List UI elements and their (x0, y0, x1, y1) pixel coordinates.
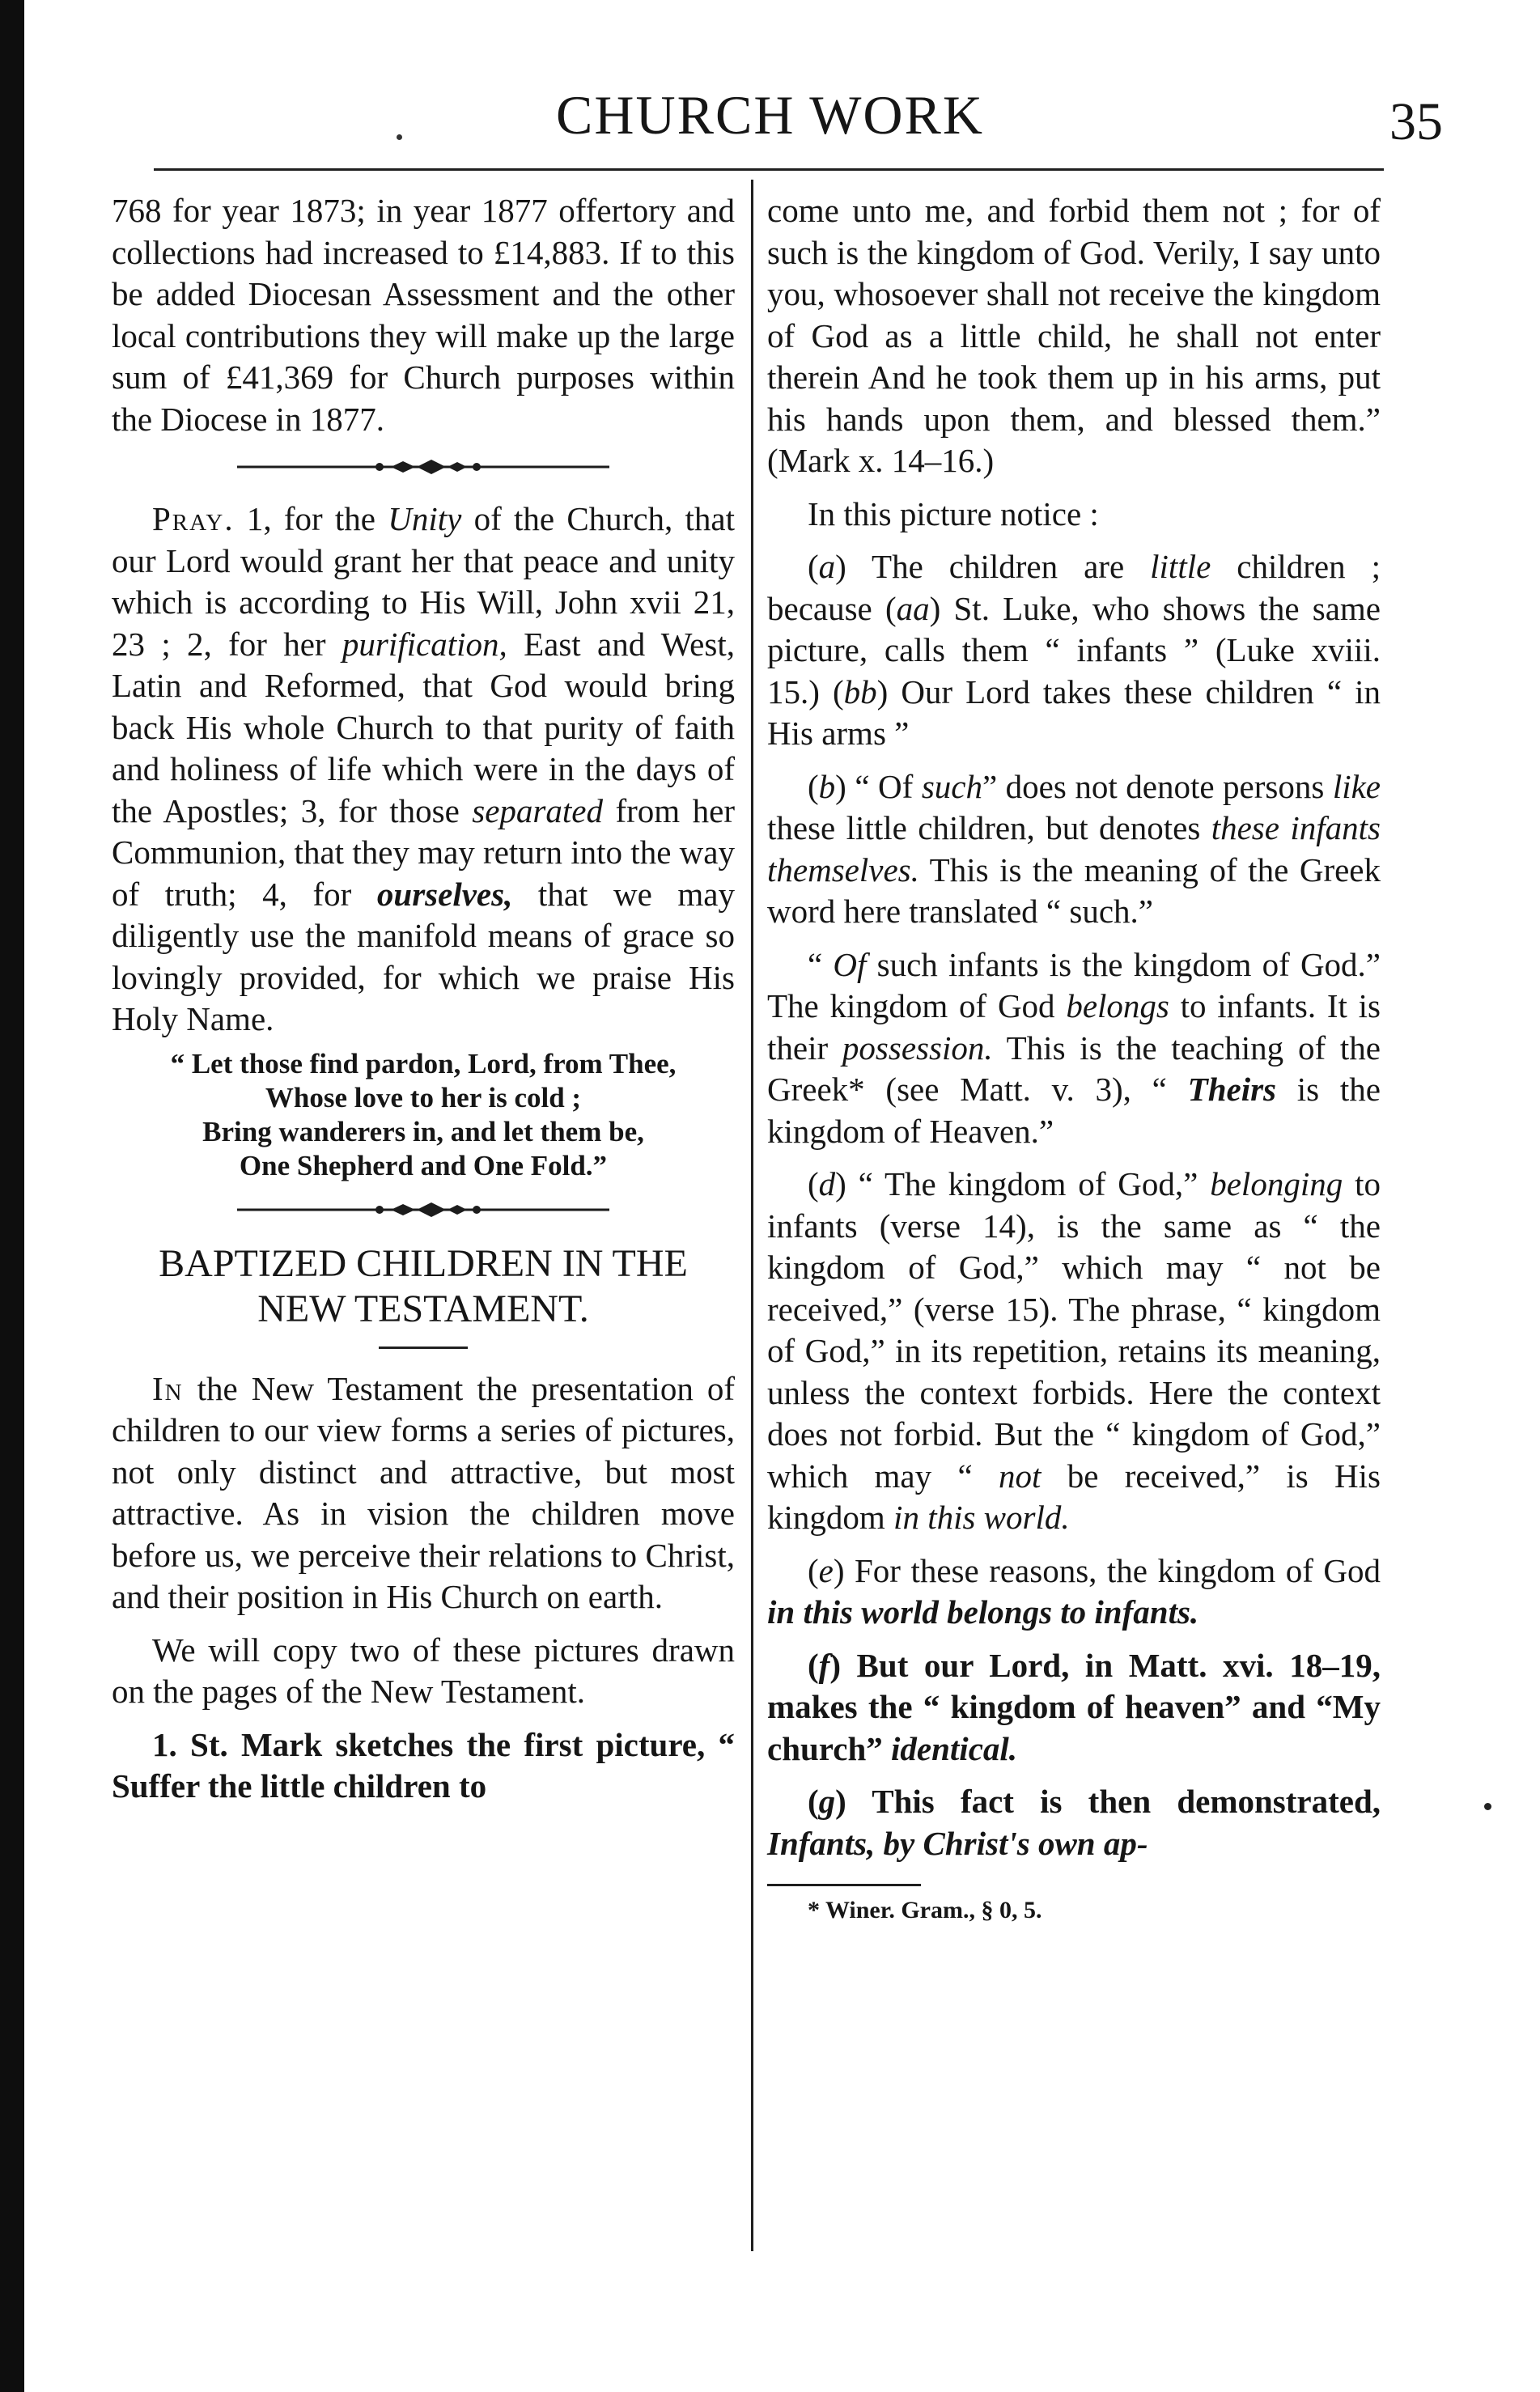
page-number: 35 (1389, 92, 1443, 151)
mark-paragraph: 1. St. Mark sketches the first picture, “ Suffer the little children to (112, 1725, 735, 1805)
point-text: ) “ The kingdom of God,” (835, 1165, 1211, 1202)
point-text: is the kingdom of Heaven.” (767, 1071, 1381, 1150)
point-emphasis: little (1150, 548, 1211, 585)
point-text: ) The children are (835, 548, 1151, 585)
point-text: ) But our Lord, in Matt. xvi. 18–19, makes the “ kingdom of heaven” and “My church” (767, 1646, 1381, 1767)
point-emphasis: possession. (842, 1028, 993, 1067)
point-text: be received,” is His kingdom (767, 1457, 1381, 1536)
prayer-text: 1, for the (234, 500, 388, 537)
point-text: ( (808, 1783, 819, 1820)
point-text: This is the teaching of the Greek* (see Matt. v. 3), “ (767, 1028, 1381, 1108)
point-text: ) Our Lord takes these children “ in His arms ” (767, 672, 1381, 752)
point-emphasis: not (998, 1457, 1042, 1495)
point-text: This is the meaning of the Greek word here translated “ such.” (767, 850, 1381, 930)
prayer-text: that we may diligently use the manifold means of grace so lovingly provided, for which we praise His Holy Name. (112, 875, 735, 1037)
point-e (767, 1550, 1381, 1634)
point-text: ( (808, 767, 819, 805)
ornament-divider (237, 458, 609, 476)
point-text: these little children, but denotes (767, 809, 1211, 846)
point-emphasis: Theirs (1187, 1071, 1277, 1108)
point-emphasis: f (818, 1646, 830, 1684)
point-emphasis: these infants themselves. (767, 809, 1381, 889)
point-a (767, 546, 1381, 755)
point-emphasis: aa (896, 589, 930, 627)
prayer-paragraph (112, 498, 735, 1041)
prayer-emphasis: ourselves, (376, 875, 513, 913)
prayer-text: of the Church, that our Lord would grant her that peace and unity which is according to His Will, John xvii 21, 23 ; 2, for her (112, 500, 735, 663)
point-text: ) “ Of (835, 767, 922, 805)
point-text: such infants is the kingdom of God.” The kingdom of God (767, 945, 1381, 1024)
drop-lead: In (152, 1369, 184, 1407)
point-b (767, 766, 1381, 933)
ornament-divider (237, 1201, 609, 1219)
point-text: ( (808, 548, 819, 585)
point-c (767, 944, 1381, 1153)
footnote: * Winer. Gram., § 0, 5. (808, 1897, 1042, 1923)
print-speck (1484, 1803, 1491, 1810)
notice-paragraph: In this picture notice : (808, 494, 1099, 532)
point-text: to infants. It is their (767, 987, 1381, 1067)
point-text: ) St. Luke, who shows the same picture, calls them “ infants ” (Luke xviii. 15.) ( (767, 589, 1381, 710)
point-emphasis: in this world. (893, 1499, 1070, 1536)
point-text: ) This fact is then demonstrated, (835, 1783, 1381, 1820)
point-emphasis: belongs (1066, 987, 1169, 1024)
point-text: ( (808, 1551, 819, 1589)
pray-label: Pray. (152, 500, 235, 537)
prayer-emphasis: separated (472, 791, 603, 829)
page-edge-bar (0, 0, 24, 2392)
point-emphasis: e (818, 1551, 834, 1589)
point-text: ) For these reasons, the kingdom of God (833, 1551, 1381, 1589)
point-emphasis: such (921, 767, 982, 805)
point-text: ( (808, 1646, 819, 1684)
point-emphasis: a (818, 548, 836, 585)
point-emphasis: Infants, by Christ's own ap- (767, 1824, 1148, 1862)
scripture-paragraph: come unto me, and forbid them not ; for of such is the kingdom of God. Verily, I say unto you, whosoever shall not receive the kingdom of God as a little child, he shall not enter therein And he took them up in his arms, put his hands upon them, and blessed them.” (Mark x. 14–16.) (767, 192, 1381, 479)
heading-rule (379, 1347, 468, 1349)
point-emphasis: belonging (1210, 1165, 1343, 1202)
point-text: to infants (verse 14), is the same as “ the kingdom of God,” which may “ not be received,” (verse 15). The phrase, “ kingdom of God,” in its repetition, retains its meaning, unless the context forbids. Here the context does not forbid. But the “ kingdom of God,” which may “ (767, 1165, 1381, 1495)
point-g (767, 1781, 1381, 1864)
copy-paragraph: We will copy two of these pictures drawn on the pages of the New Testament. (112, 1631, 735, 1710)
header-rule (154, 168, 1384, 171)
running-head: CHURCH WORK (556, 84, 984, 146)
column-rule (751, 180, 753, 2251)
verse-line: Whose love to her is cold ; (265, 1081, 582, 1113)
point-emphasis: d (818, 1165, 836, 1202)
hymn-verse (112, 1047, 735, 1183)
point-text: “ (808, 945, 834, 983)
point-emphasis: b (818, 767, 836, 805)
point-text: children ; because ( (767, 548, 1381, 627)
prayer-text: from her Communion, that they may return into the way of truth; 4, for (112, 791, 735, 913)
point-emphasis: identical. (891, 1729, 1018, 1767)
intro-text: the New Testament the presentation of children to our view forms a series of pictures, not only distinct and attractive, but most attractive. As in vision the children move before us, we perceive their relations to Christ, and their position in His Church on earth. (112, 1369, 735, 1615)
verse-line: One Shepherd and One Fold.” (239, 1149, 608, 1181)
footnote-rule (767, 1884, 921, 1886)
prayer-emphasis: Unity (388, 500, 462, 537)
right-column (767, 190, 1381, 1927)
point-text: ” does not denote persons (982, 767, 1333, 805)
point-emphasis: bb (843, 672, 877, 710)
verse-line: Bring wanderers in, and let them be, (202, 1115, 644, 1147)
left-column (112, 190, 735, 1808)
point-emphasis: like (1332, 767, 1381, 805)
intro-paragraph (112, 1368, 735, 1618)
prayer-text: East and West, Latin and Reformed, that God would bring back His whole Church to that purity of faith and holiness of life which were in the days of the Apostles; 3, for those (112, 625, 735, 829)
point-text: ( (808, 1165, 819, 1202)
point-emphasis: Of (833, 945, 867, 983)
verse-line: “ Let those find pardon, Lord, from Thee, (170, 1047, 677, 1079)
prayer-emphasis: purification, (342, 625, 507, 663)
point-emphasis: in this world belongs to infants. (767, 1593, 1199, 1631)
section-heading: BAPTIZED CHILDREN IN THE NEW TESTAMENT. (159, 1241, 688, 1330)
diocese-paragraph: 768 for year 1873; in year 1877 offertory and collections had increased to £14,883. If to this be added Diocesan Assessment and the other local contributions they will make up the large sum of £41,369 for Church purposes within the Diocese in 1877. (112, 192, 735, 438)
point-emphasis: g (818, 1783, 836, 1820)
point-f (767, 1645, 1381, 1771)
point-d (767, 1164, 1381, 1539)
